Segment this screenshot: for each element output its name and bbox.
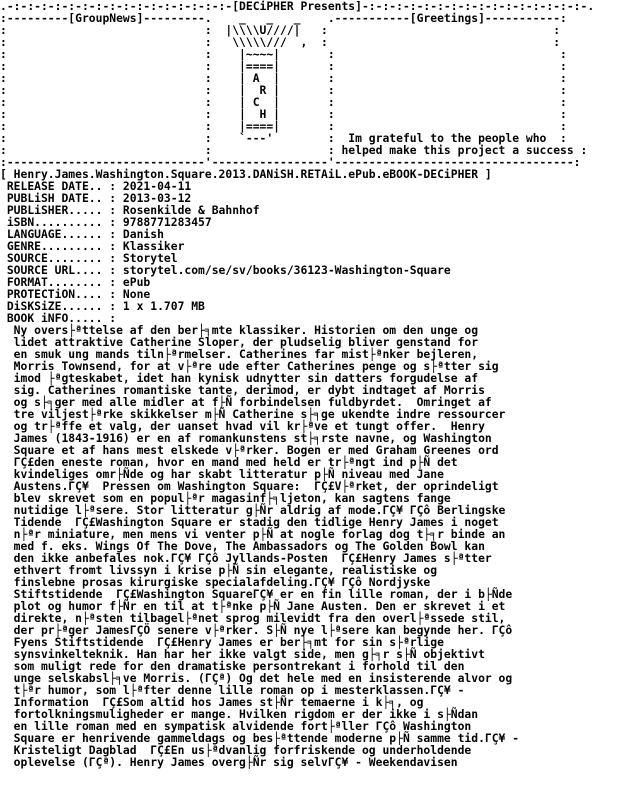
book-info-text-line: en lille roman med en sympatisk alvidende fort├ªller ΓÇô Washington — [0, 719, 472, 733]
isbn-line: iSBN.......... : 9788771283457 — [0, 215, 212, 229]
book-info-text-line: Kristeligt Dagblad ΓÇ£En us├ªdvanlig forfriskende og underholdende — [0, 743, 472, 757]
book-info-text-line: oplevelse (ΓÇª). Henry James overg├Ñr sig selvΓÇ¥ - Weekendavisen — [0, 755, 458, 769]
language-line: LANGUAGE...... : Danish — [0, 227, 164, 241]
book-info-text-line: fortolkningsmuligheder er mange. Hvilken rigdom er der ikke i s├Ñdan — [0, 707, 479, 721]
book-info-text-line: tre viljest├ªrke skikkelser m├Ñ Catherine s├╕ge ukendte indre ressourcer — [0, 407, 506, 421]
book-info-text-line: ethvert fromt livssyn i krise p├Ñ sin elegante, realistiske og — [0, 563, 438, 577]
book-info-text-line: Morris Townsend, for at v├ªre ude efter Catherines penge og s├ªtter sig — [0, 359, 499, 373]
logo-art-line: : : |====| : : — [0, 119, 567, 133]
genre-line: GENRE......... : Klassiker — [0, 239, 185, 253]
logo-art-line: : : | H | : : — [0, 107, 567, 121]
banner-line: .-:-:-:-:-:-:-:-:-:-:-:-:-:-:-:-:-[DECiPHER Presents]-:-:-:-:-:-:-:-:-:-:-:-:-:-:-:-:-. — [0, 0, 595, 13]
book-info-text-line: Square er henrivende gammeldags og bes├ªttende moderne p├Ñ samme tid.ΓÇ¥ - — [0, 731, 520, 745]
book-info-text-line: blev skrevet som en popul├ªr magasinf├╕ljeton, kan sagtens fange — [0, 491, 451, 505]
book-info-text-line: t├ªr humor, som l├ªfter denne lille roman op i mesterklassen.ΓÇ¥ - — [0, 683, 465, 697]
logo-art-line: : : | A | : : — [0, 71, 567, 85]
logo-art-line: : : \\\\\/// , : : — [0, 35, 561, 49]
source-url-line: SOURCE URL.... : storytel.com/se/sv/books/36123-Washington-Square — [0, 263, 451, 277]
greetings-line: : : : helped make this project a success : — [0, 143, 588, 157]
book-info-text-line: Information ΓÇ£Som altid hos James st├Ñr temaerne i k├╕, og — [0, 695, 424, 709]
book-info-text-line: synsvinkelteknik. Han har her ikke valgt side, men g├╕r s├Ñ objektivt — [0, 647, 485, 661]
book-info-text-line: Tidende ΓÇ£Washington Square er stadig den tidlige Henry James i noget — [0, 515, 499, 529]
publisher-line: PUBLiSHER..... : Rosenkilde & Bahnhof — [0, 203, 260, 217]
panel-header-line: :---------[GroupNews]---------. _ _ _ .-----------[Greetings]-----------: — [0, 11, 567, 25]
book-info-text-line: James (1843-1916) er en af romankunstens st├╕rste navne, og Washington — [0, 431, 492, 445]
book-info-text-line: Fyens Stiftstidende ΓÇ£Henry James er ber├╕mt for sin s├ªrlige — [0, 635, 444, 649]
logo-art-line: : : | C | : : — [0, 95, 567, 109]
book-info-text-line: Ny overs├ªttelse af den ber├╕mte klassiker. Historien om den unge og — [0, 323, 479, 337]
book-info-text-line: lidet attraktive Catherine Sloper, der pludselig bliver genstand for — [0, 335, 479, 349]
release-name: [ Henry.James.Washington.Square.2013.DANiSH.RETAiL.ePub.eBOOK-DECiPHER ] — [0, 167, 492, 181]
panel-footer-line: :-----------------------------'-----------------'-----------------------------------: — [0, 155, 581, 169]
logo-art-line: : : |~~~~| : : — [0, 47, 567, 61]
book-info-text-line: den ikke anbefales nok.ΓÇ¥ ΓÇô Jyllands-Posten ΓÇ£Henry James s├ªtter — [0, 551, 492, 565]
book-info-text-line: kvindeliges omr├Ñde og har skabt litteratur p├Ñ niveau med Jane — [0, 467, 444, 481]
logo-art-line: : : | R | : : — [0, 83, 567, 97]
book-info-text-line: unge selskabsl├╕ve Morris. (ΓÇª) Og det hele med en insisterende alvor og — [0, 671, 513, 685]
book-info-text-line: n├ªr miniature, men mens vi venter p├Ñ at nogle forlag dog t├╕r binde an — [0, 527, 506, 541]
book-info-text-line: som muligt rede for den dramatiske persontrekant i forhold til den — [0, 659, 465, 673]
book-info-label: BOOK iNFO..... : — [0, 311, 117, 325]
release-date-line: RELEASE DATE.. : 2021-04-11 — [0, 179, 192, 193]
book-info-text-line: med f. eks. Wings Of The Dove, The Ambassadors og The Golden Bowl kan — [0, 539, 485, 553]
greetings-line: : : `---' : Im grateful to the people who : — [0, 131, 567, 145]
book-info-text-line: Stiftstidende ΓÇ£Washington SquareΓÇ¥ er en fin lille roman, der i b├Ñde — [0, 587, 513, 601]
book-info-text-line: nutidige l├ªsere. Stor litteratur g├Ñr aldrig af mode.ΓÇ¥ ΓÇô Berlingske — [0, 503, 506, 517]
book-info-text-line: sig. Catherines romantiske tante, derimod, er dybt indtaget af Morris — [0, 383, 485, 397]
book-info-text-line: plot og humor f├Ñr en til at t├ªnke p├Ñ Jane Austen. Den er skrevet i et — [0, 599, 506, 613]
book-info-text-line: ΓÇ£den eneste roman, hvor en mand med held er tr├ªngt ind p├Ñ det — [0, 455, 458, 469]
publish-date-line: PUBLiSH DATE.. : 2013-03-12 — [0, 191, 192, 205]
logo-art-line: : : |\\\\U////| : : — [0, 23, 561, 37]
book-info-text-line: og tr├ªffe et valg, der uanset hvad vil kr├ªve et tungt offer. Henry — [0, 419, 485, 433]
book-info-text-line: Austens.ΓÇ¥ Pressen om Washington Square: ΓÇ£V├ªrket, der oprindeligt — [0, 479, 499, 493]
book-info-text-line: imod ├ªgteskabet, idet han kynisk udnytter sin datters forgudelse af — [0, 371, 479, 385]
book-info-text-line: direkte, n├ªsten tilbagel├ªnet sprog milevidt fra den overl├ªssede stil, — [0, 611, 506, 625]
book-info-text-line: der pr├ªger JamesΓÇÖ senere v├ªrker. S├Ñ nye l├ªsere kan begynde her. ΓÇô — [0, 623, 513, 637]
book-info-text-line: en smuk ung mands tiln├ªrmelser. Catherines far mist├ªnker bejleren, — [0, 347, 479, 361]
source-line: SOURCE........ : Storytel — [0, 251, 178, 265]
format-line: FORMAT........ : ePub — [0, 275, 151, 289]
logo-art-line: : : |====| : : — [0, 59, 567, 73]
protection-line: PROTECTiON.... : None — [0, 287, 151, 301]
disksize-line: DiSKSiZE...... : 1 x 1.707 MB — [0, 299, 205, 313]
book-info-text-line: og s├╕ger med alle midler at f├Ñ forbindelsen fuldbyrdet. Omringet af — [0, 395, 492, 409]
book-info-text-line: Square et af hans mest elskede v├ªrker. Bogen er med Graham Greenes ord — [0, 443, 499, 457]
book-info-text-line: finslebne prosas kirurgiske specialafdeling.ΓÇ¥ ΓÇô Nordjyske — [0, 575, 431, 589]
